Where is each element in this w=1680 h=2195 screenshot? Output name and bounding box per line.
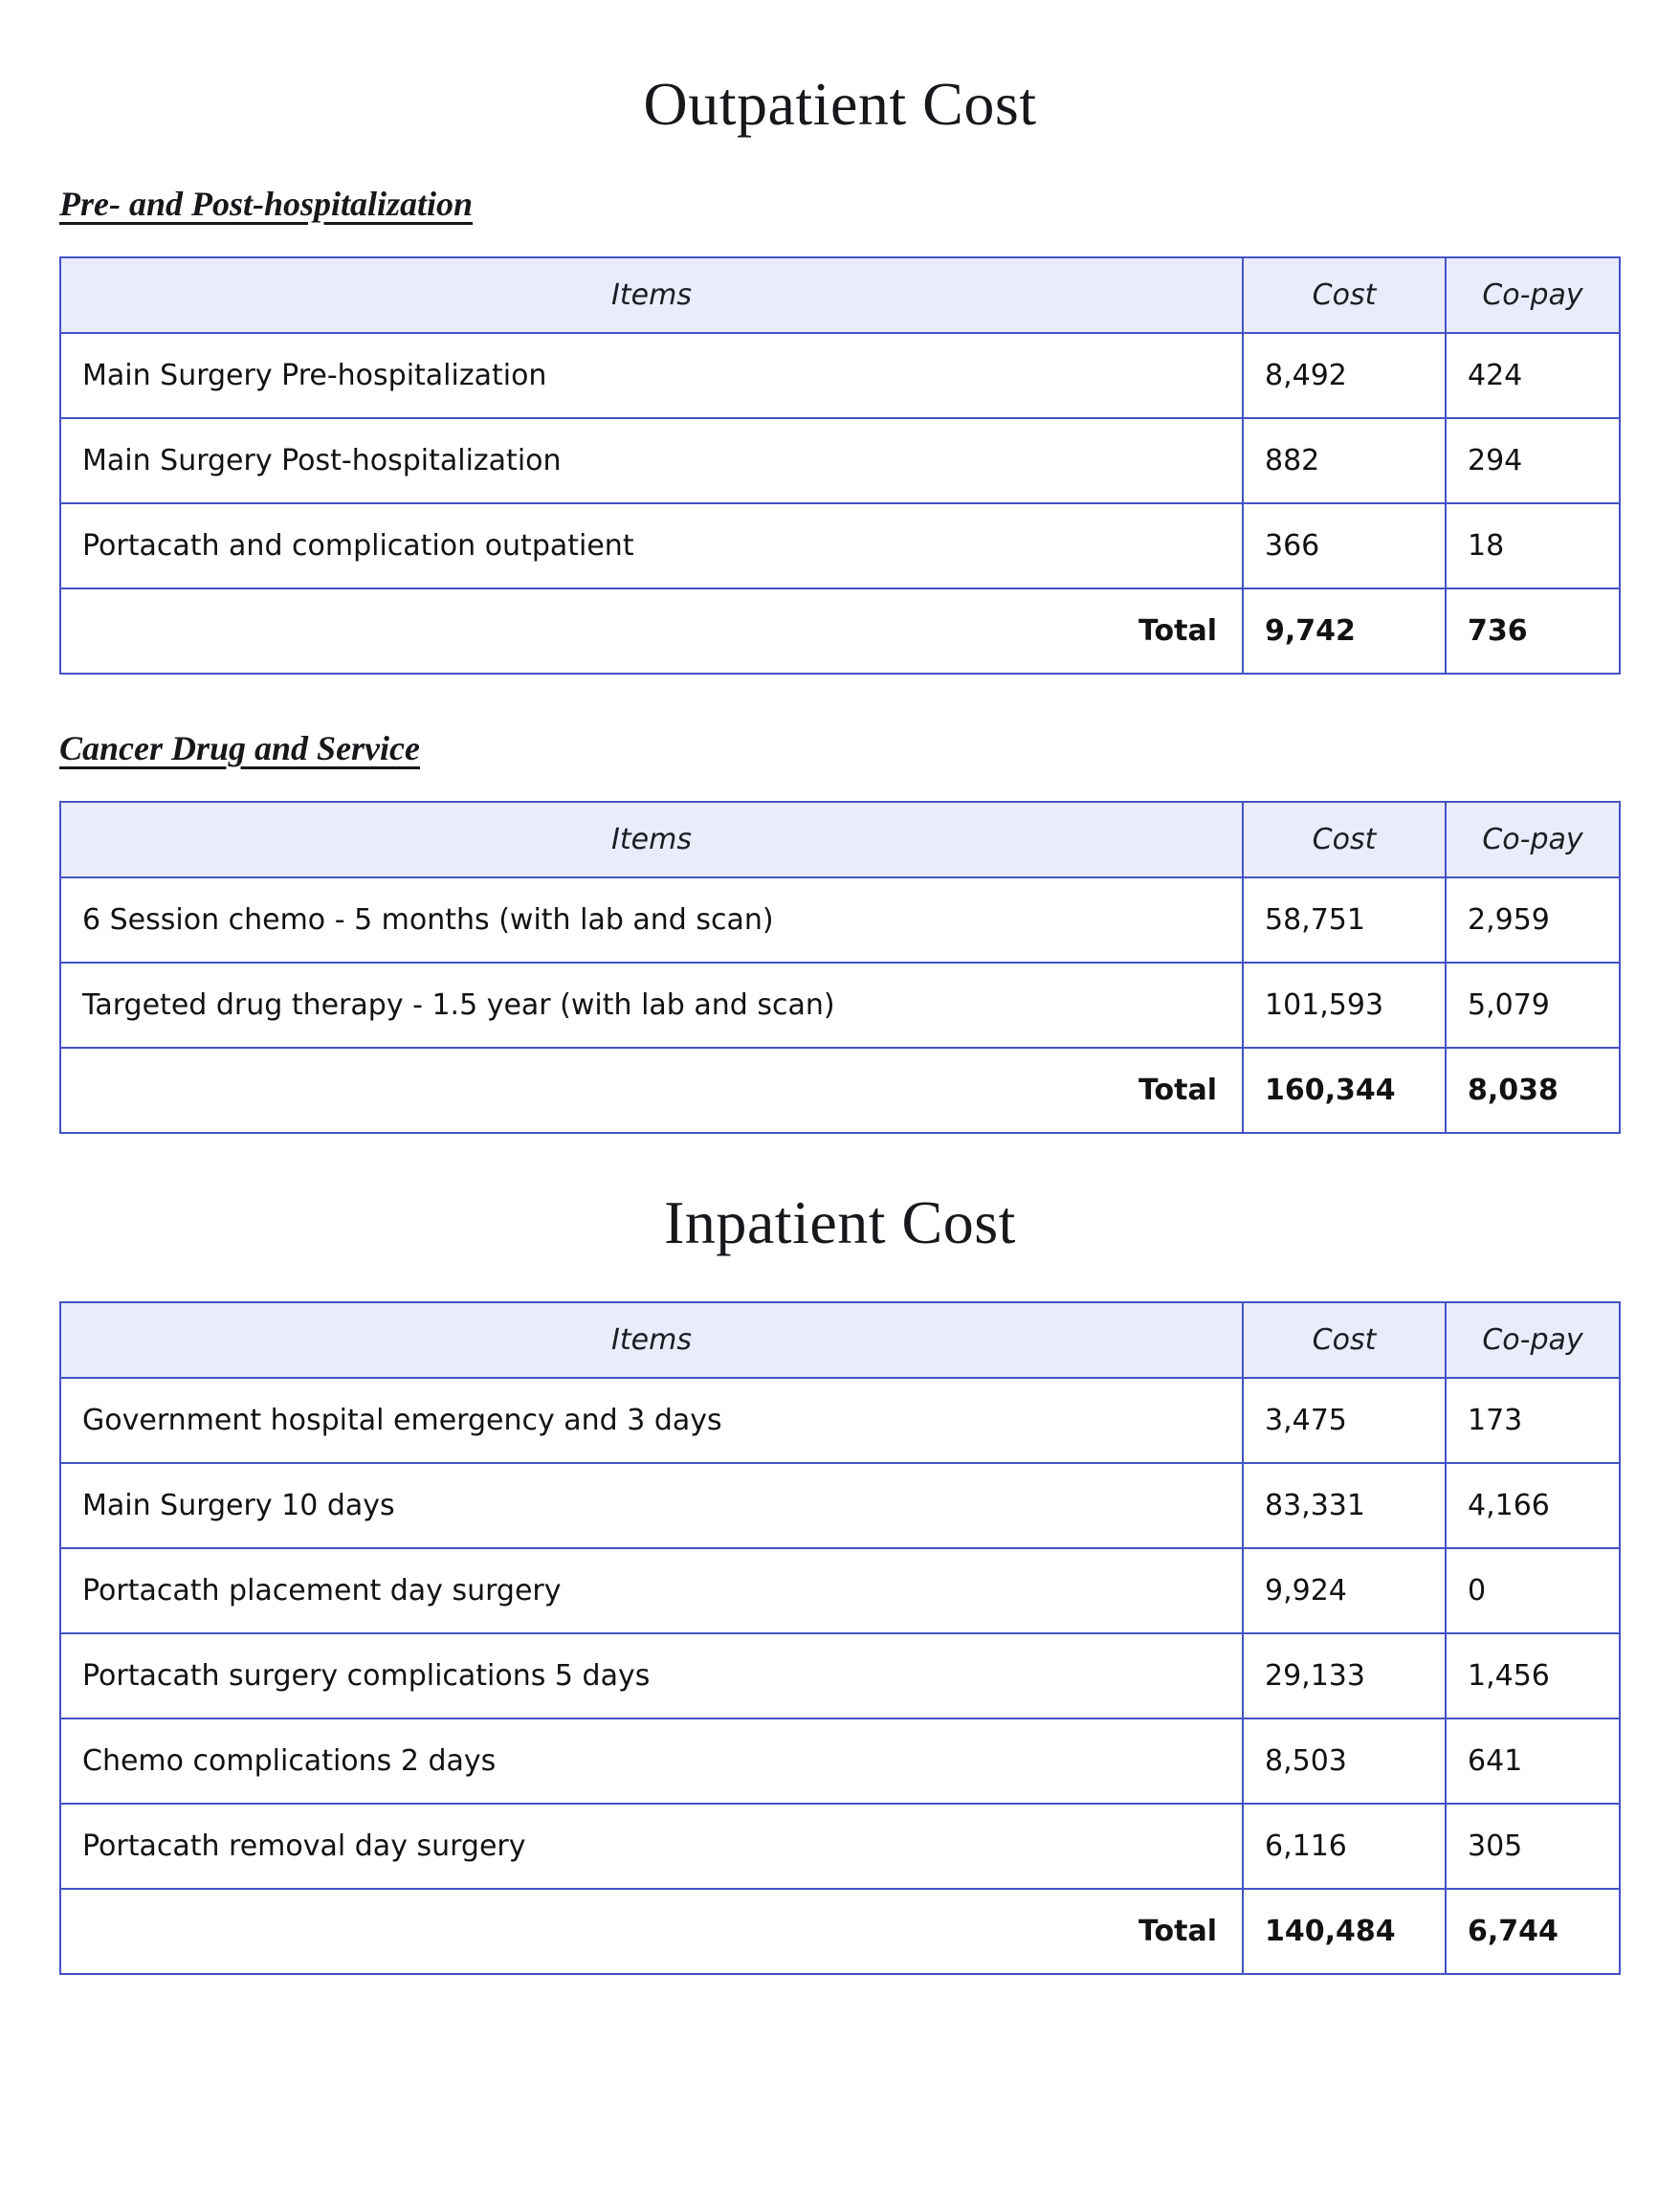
- table-row: [60, 1463, 1620, 1548]
- table-row: [60, 418, 1620, 503]
- copay-cell: 424: [1446, 333, 1620, 418]
- item-cell: Portacath surgery complications 5 days: [60, 1633, 1243, 1718]
- cost-cell: 6,116: [1243, 1804, 1446, 1889]
- total-label-cell: Total: [60, 588, 1243, 674]
- cost-cell: 29,133: [1243, 1633, 1446, 1718]
- table-header-row: [60, 802, 1620, 877]
- cancer-drug-service-table: [59, 801, 1621, 1134]
- table-row: [60, 333, 1620, 418]
- total-cost-cell: 160,344: [1243, 1048, 1446, 1133]
- cost-column-header: Cost: [1243, 257, 1446, 333]
- copay-cell: 1,456: [1446, 1633, 1620, 1718]
- cost-cell: 9,924: [1243, 1548, 1446, 1633]
- pre-post-hospitalization-table: [59, 256, 1621, 675]
- copay-cell: 305: [1446, 1804, 1620, 1889]
- outpatient-section-title: Outpatient Cost: [643, 70, 1037, 138]
- total-copay-cell: 6,744: [1446, 1889, 1620, 1974]
- cost-cell: 83,331: [1243, 1463, 1446, 1548]
- total-cost-cell: 9,742: [1243, 588, 1446, 674]
- table-header-row: [60, 257, 1620, 333]
- total-copay-cell: 736: [1446, 588, 1620, 674]
- table-row: [60, 963, 1620, 1048]
- item-cell: Main Surgery 10 days: [60, 1463, 1243, 1548]
- items-column-header: Items: [60, 802, 1243, 877]
- copay-cell: 641: [1446, 1718, 1620, 1804]
- copay-column-header: Co-pay: [1446, 1302, 1620, 1378]
- item-cell: Chemo complications 2 days: [60, 1718, 1243, 1804]
- table-row: [60, 1718, 1620, 1804]
- table-row: [60, 1548, 1620, 1633]
- copay-column-header: Co-pay: [1446, 257, 1620, 333]
- copay-column-header: Co-pay: [1446, 802, 1620, 877]
- cost-cell: 3,475: [1243, 1378, 1446, 1463]
- item-cell: Government hospital emergency and 3 days: [60, 1378, 1243, 1463]
- item-cell: Main Surgery Pre-hospitalization: [60, 333, 1243, 418]
- table-row: [60, 1378, 1620, 1463]
- table-header-row: [60, 1302, 1620, 1378]
- copay-cell: 5,079: [1446, 963, 1620, 1048]
- total-copay-cell: 8,038: [1446, 1048, 1620, 1133]
- pre-post-hospitalization-heading: Pre- and Post-hospitalization: [59, 184, 474, 223]
- copay-cell: 294: [1446, 418, 1620, 503]
- total-row: [60, 1889, 1620, 1974]
- total-row: [60, 1048, 1620, 1133]
- item-cell: Portacath placement day surgery: [60, 1548, 1243, 1633]
- cost-cell: 58,751: [1243, 877, 1446, 963]
- total-cost-cell: 140,484: [1243, 1889, 1446, 1974]
- cost-column-header: Cost: [1243, 802, 1446, 877]
- item-cell: Portacath removal day surgery: [60, 1804, 1243, 1889]
- total-row: [60, 588, 1620, 674]
- item-cell: Targeted drug therapy - 1.5 year (with lab and scan): [60, 963, 1243, 1048]
- table-row: [60, 1633, 1620, 1718]
- inpatient-section-title: Inpatient Cost: [664, 1187, 1016, 1256]
- copay-cell: 173: [1446, 1378, 1620, 1463]
- items-column-header: Items: [60, 257, 1243, 333]
- total-label-cell: Total: [60, 1048, 1243, 1133]
- total-label-cell: Total: [60, 1889, 1243, 1974]
- items-column-header: Items: [60, 1302, 1243, 1378]
- table-row: [60, 1804, 1620, 1889]
- cost-cell: 882: [1243, 418, 1446, 503]
- item-cell: 6 Session chemo - 5 months (with lab and scan): [60, 877, 1243, 963]
- cancer-drug-service-heading: Cancer Drug and Service: [59, 728, 420, 767]
- cost-column-header: Cost: [1243, 1302, 1446, 1378]
- inpatient-cost-table: [59, 1301, 1621, 1975]
- copay-cell: 0: [1446, 1548, 1620, 1633]
- cost-cell: 366: [1243, 503, 1446, 588]
- item-cell: Main Surgery Post-hospitalization: [60, 418, 1243, 503]
- copay-cell: 18: [1446, 503, 1620, 588]
- table-row: [60, 503, 1620, 588]
- copay-cell: 2,959: [1446, 877, 1620, 963]
- cost-cell: 8,503: [1243, 1718, 1446, 1804]
- table-row: [60, 877, 1620, 963]
- item-cell: Portacath and complication outpatient: [60, 503, 1243, 588]
- copay-cell: 4,166: [1446, 1463, 1620, 1548]
- cost-cell: 101,593: [1243, 963, 1446, 1048]
- cost-cell: 8,492: [1243, 333, 1446, 418]
